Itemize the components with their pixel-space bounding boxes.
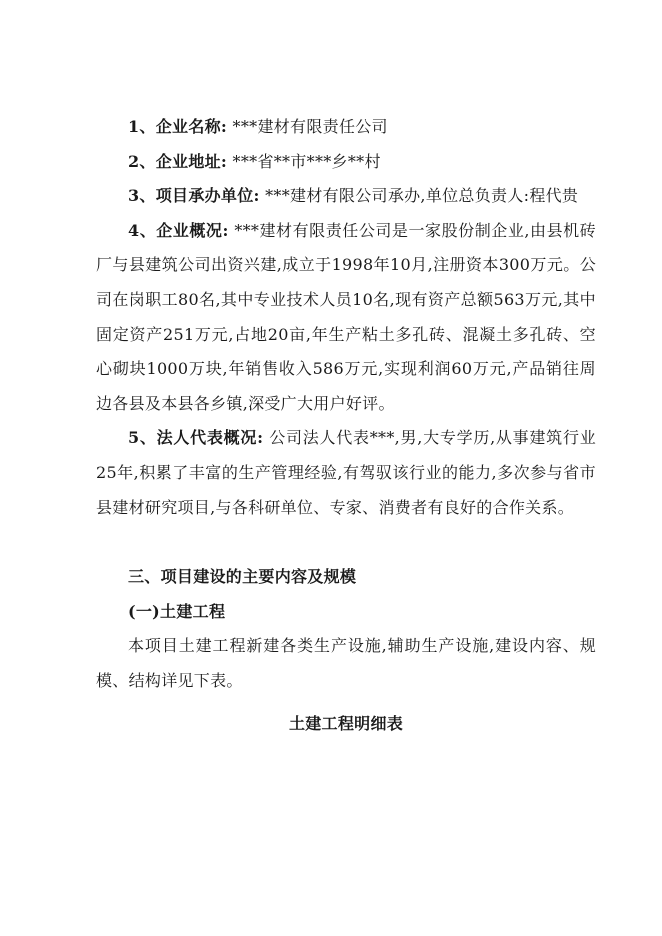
item-company-overview-text: ***建材有限责任公司是一家股份制企业,由县机砖厂与县建筑公司出资兴建,成立于1998年10月,注册资本300万元。公司在岗职工80名,其中专业技术人员10名,现有资产总额563万元,其中固定资产251万元,占地20亩,年生产粘土多孔砖、混凝土多孔砖、空心砌块1000万块,年销售收入586万元,实现利润60万元,产品销往周边各县及本县各乡镇,深受广大用户好评。 [96,220,596,413]
sub-section-title: (一)土建工程 [128,601,226,621]
item-legal-rep-overview-text: 公司法人代表***,男,大专学历,从事建筑行业25年,积累了丰富的生产管理经验,有驾驭该行业的能力,多次参与省市县建材研究项目,与各科研单位、专家、消费者有良好的合作关系。 [96,428,596,517]
item-project-undertaker [96,179,596,214]
item-company-address [96,145,596,180]
section-spacer [96,525,596,560]
item-project-undertaker-heading: 3、项目承办单位: [128,186,260,206]
item-company-overview [96,214,596,422]
item-project-undertaker-text: ***建材有限公司承办,单位总负责人:程代贵 [259,186,579,206]
item-legal-rep-overview-heading: 5、法人代表概况: [128,428,264,448]
body-paragraph: 本项目土建工程新建各类生产设施,辅助生产设施,建设内容、规模、结构详见下表。 [96,636,596,690]
table-title: 土建工程明细表 [288,713,404,733]
item-company-name [96,110,596,145]
document-body [96,110,596,741]
item-company-address-text: ***省**市***乡**村 [227,151,381,171]
item-company-name-heading: 1、企业名称: [128,117,228,136]
item-company-name-text: ***建材有限责任公司 [227,117,388,136]
item-company-overview-heading: 4、企业概况: [128,220,229,240]
section-title: 三、项目建设的主要内容及规模 [128,567,357,587]
item-legal-rep-overview [96,421,596,525]
item-company-address-heading: 2、企业地址: [128,151,228,171]
